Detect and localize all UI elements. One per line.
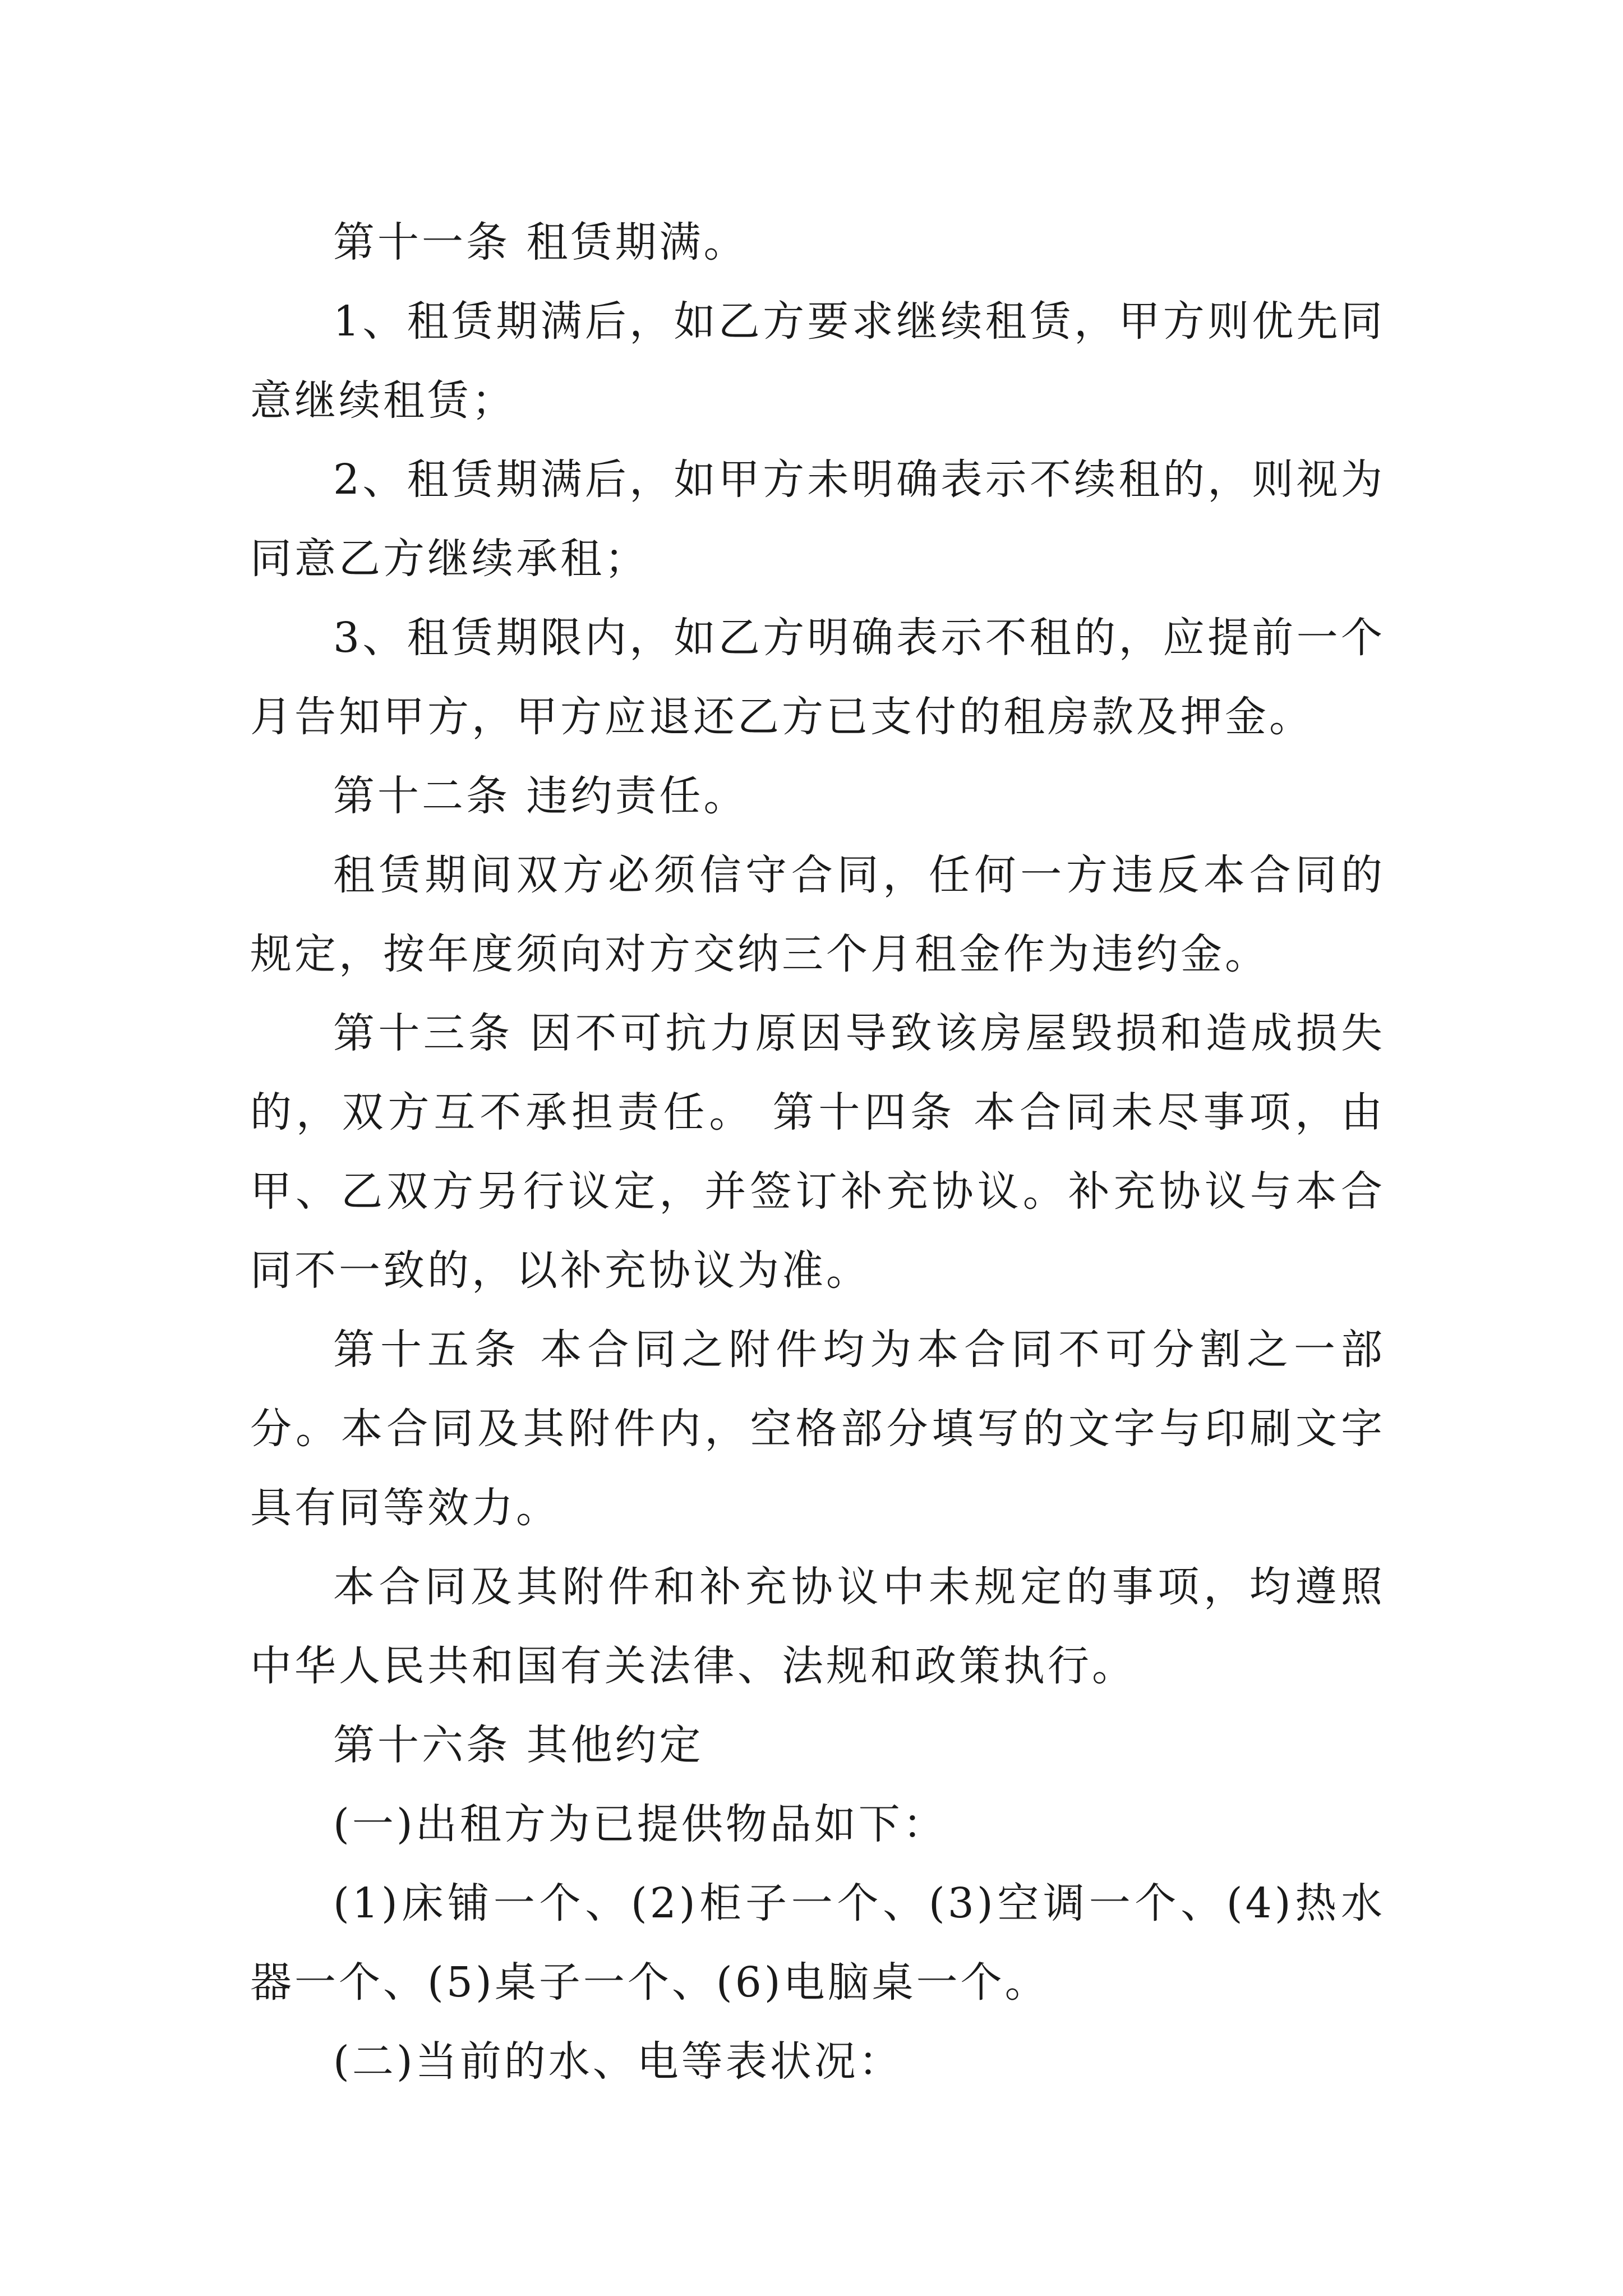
article-11-clause-1: 1、租赁期满后，如乙方要求继续租赁，甲方则优先同意继续租赁； [250, 297, 1385, 425]
document-body [250, 203, 1385, 2101]
article-11-heading: 第十一条 租赁期满。 [333, 218, 748, 266]
article-12-body: 租赁期间双方必须信守合同，任何一方违反本合同的规定，按年度须向对方交纳三个月租金作为违约金。 [250, 851, 1385, 978]
article-11-clause-2: 2、租赁期满后，如甲方未明确表示不续租的，则视为同意乙方继续承租； [250, 455, 1385, 583]
legal-basis-paragraph: 本合同及其附件和补充协议中未规定的事项，均遵照中华人民共和国有关法律、法规和政策执行。 [250, 1563, 1385, 1690]
article-12-heading: 第十二条 违约责任。 [333, 772, 748, 820]
article-16-heading: 第十六条 其他约定 [333, 1721, 704, 1769]
provided-items-heading: (一)出租方为已提供物品如下： [333, 1800, 947, 1848]
article-13-14-body: 第十三条 因不可抗力原因导致该房屋毁损和造成损失的，双方互不承担责任。 第十四条 本合同未尽事项，由甲、乙双方另行议定，并签订补充协议。补充协议与本合同不一致的，以补充协议为准。 [250, 1009, 1385, 1295]
article-11-clause-3: 3、租赁期限内，如乙方明确表示不租的，应提前一个月告知甲方，甲方应退还乙方已支付的租房款及押金。 [250, 614, 1385, 741]
meter-status-heading: (二)当前的水、电等表状况： [333, 2037, 903, 2086]
article-15-body: 第十五条 本合同之附件均为本合同不可分割之一部分。本合同及其附件内，空格部分填写的文字与印刷文字具有同等效力。 [250, 1326, 1385, 1532]
provided-items-list: (1)床铺一个、(2)柜子一个、(3)空调一个、(4)热水器一个、(5)桌子一个、(6)电脑桌一个。 [250, 1879, 1385, 2007]
